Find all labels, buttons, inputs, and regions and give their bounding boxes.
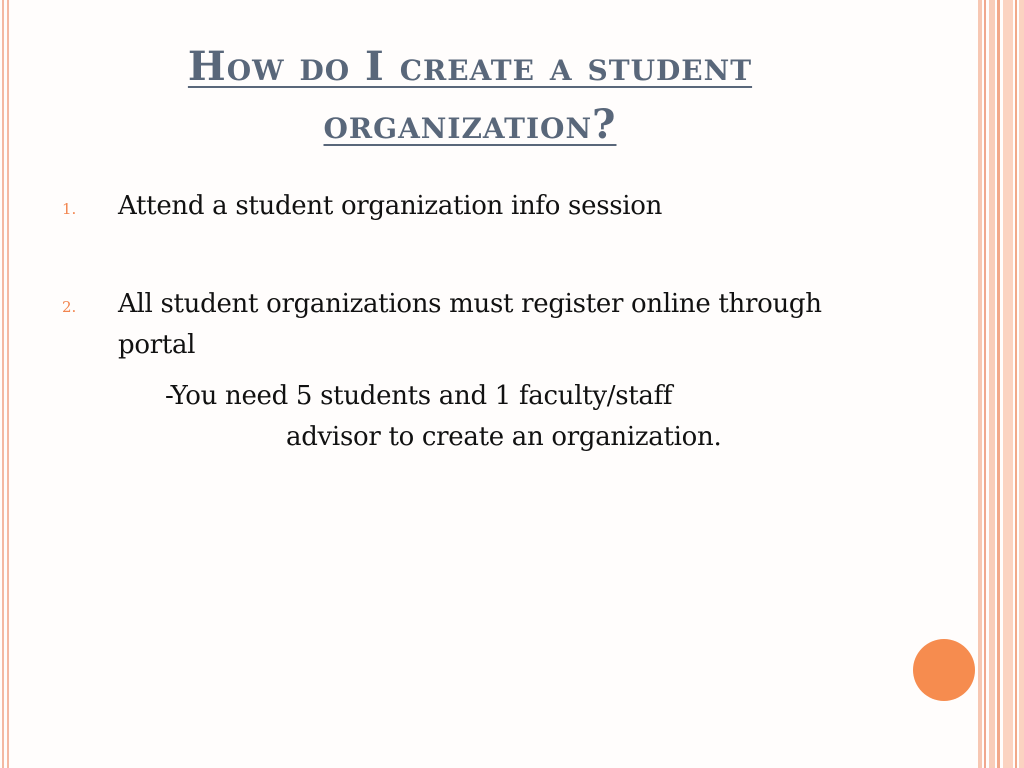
- list-item-text: Attend a student organization info session: [118, 191, 663, 221]
- slide-title: How do I create a student organization?: [187, 43, 753, 148]
- decorative-stripe: [984, 0, 986, 768]
- left-border-line: [2, 0, 4, 768]
- left-border-line: [7, 0, 9, 768]
- list-item-text: All student organizations must register online through portal: [118, 289, 822, 360]
- sub-note-line: advisor to create an organization.: [286, 422, 722, 452]
- decorative-stripe: [1015, 0, 1017, 768]
- decorative-circle: [913, 639, 975, 701]
- sub-note-line: -You need 5 students and 1 faculty/staff: [165, 381, 673, 411]
- decorative-stripe: [1019, 0, 1024, 768]
- decorative-stripe: [1003, 0, 1013, 768]
- decorative-stripe: [989, 0, 995, 768]
- list-number: 2.: [62, 298, 77, 316]
- decorative-stripe: [997, 0, 1000, 768]
- sub-note: [165, 376, 905, 458]
- list-number: 1.: [62, 200, 77, 218]
- decorative-stripe: [978, 0, 982, 768]
